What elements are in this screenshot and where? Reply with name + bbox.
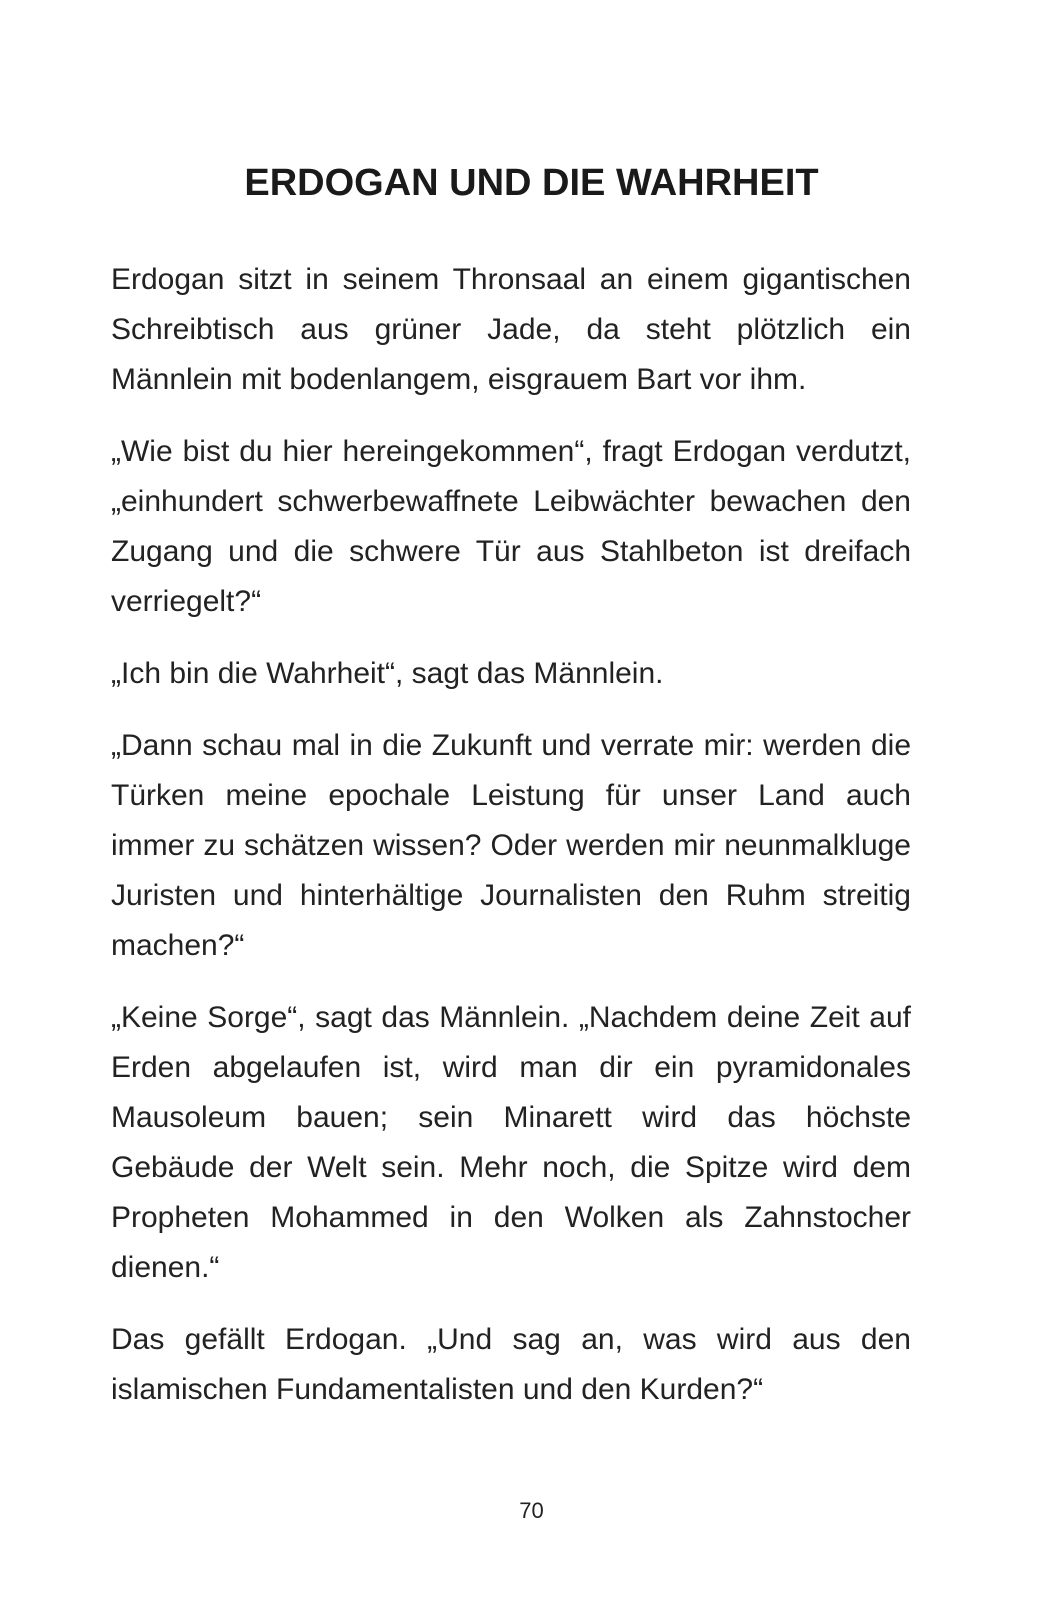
paragraph: Das gefällt Erdogan. „Und sag an, was wird aus den islamischen Fundamentalisten und den Kurden?“: [111, 1323, 911, 1406]
paragraph: „Wie bist du hier hereingekommen“, fragt Erdogan verdutzt, „einhundert schwerbewaffnete Leibwächter bewachen den Zugang und die schwere Tür aus Stahlbeton ist dreifach verriegelt?“: [111, 435, 911, 618]
paragraph: Erdogan sitzt in seinem Thronsaal an einem gigantischen Schreibtisch aus grüner Jade, da steht plötzlich ein Männlein mit bodenlangem, eisgrauem Bart vor ihm.: [111, 263, 911, 396]
page-body: [111, 255, 911, 1437]
paragraph: „Ich bin die Wahrheit“, sagt das Männlein.: [111, 657, 664, 690]
page-number: 70: [519, 1498, 544, 1523]
paragraph: „Keine Sorge“, sagt das Männlein. „Nachdem deine Zeit auf Erden abgelaufen ist, wird man dir ein pyramidonales Mausoleum bauen; sein Minarett wird das höchste Gebäude der Welt sein. Mehr noch, die Spitze wird dem Propheten Mohammed in den Wolken als Zahnstocher dienen.“: [111, 1001, 911, 1284]
chapter-title: ERDOGAN UND DIE WAHRHEIT: [244, 162, 819, 204]
paragraph: „Dann schau mal in die Zukunft und verrate mir: werden die Türken meine epochale Leistung für unser Land auch immer zu schätzen wissen? Oder werden mir neunmalkluge Juristen und hinterhältige Journalisten den Ruhm streitig machen?“: [111, 729, 911, 962]
